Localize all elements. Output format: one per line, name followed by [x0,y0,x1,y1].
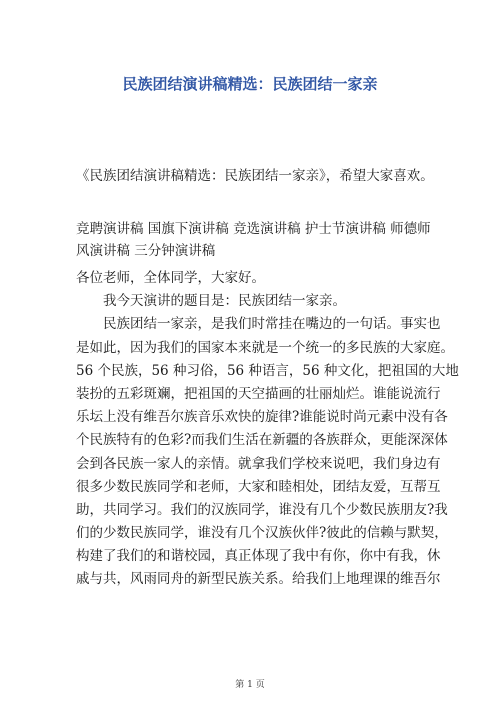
related-links-line[interactable]: 竞聘演讲稿 国旗下演讲稿 竞选演讲稿 护士节演讲稿 师德师 [76,221,431,237]
body-line: 个民族特有的色彩?而我们生活在新疆的各族群众，更能深深体 [76,432,448,449]
body-line: 民族团结一家亲，是我们时常挂在嘴边的一句话。事实也 [103,316,441,333]
related-links-line[interactable]: 风演讲稿 三分钟演讲稿 [76,243,216,259]
body-line: 助，共同学习。我们的汉族同学，谁没有几个少数民族朋友?我 [76,501,448,518]
page-number: 第 1 页 [235,680,265,690]
intro-paragraph [76,165,434,187]
body-line: 56 个民族，56 种习俗，56 种语言，56 种文化，把祖国的大地 [76,362,459,379]
body-line: 戚与共，风雨同舟的新型民族关系。给我们上地理课的维吾尔 [76,571,441,588]
body-line: 各位老师，全体同学，大家好。 [76,270,265,286]
body-line: 乐坛上没有维吾尔族音乐欢快的旋律?谁能说时尚元素中没有各 [76,409,448,426]
intro-line: 《民族团结演讲稿精选：民族团结一家亲》，希望大家喜欢。 [76,168,434,184]
body-line: 们的少数民族同学，谁没有几个汉族伙伴?彼此的信赖与默契， [76,525,448,542]
body-line: 会到各民族一家人的亲情。就拿我们学校来说吧，我们身边有 [76,455,441,472]
related-links [76,218,431,262]
body-line: 构建了我们的和谐校园，真正体现了我中有你，你中有我，休 [76,548,441,565]
speech-body [76,267,459,592]
document-title: 民族团结演讲稿精选：民族团结一家亲 [122,75,378,93]
body-line: 是如此，因为我们的国家本来就是一个统一的多民族的大家庭。 [76,339,454,356]
body-line: 装扮的五彩斑斓，把祖国的天空描画的壮丽灿烂。谁能说流行 [76,385,441,402]
body-line: 很多少数民族同学和老师，大家和睦相处，团结友爱，互帮互 [76,478,441,495]
body-line: 我今天演讲的题目是：民族团结一家亲。 [103,293,346,310]
